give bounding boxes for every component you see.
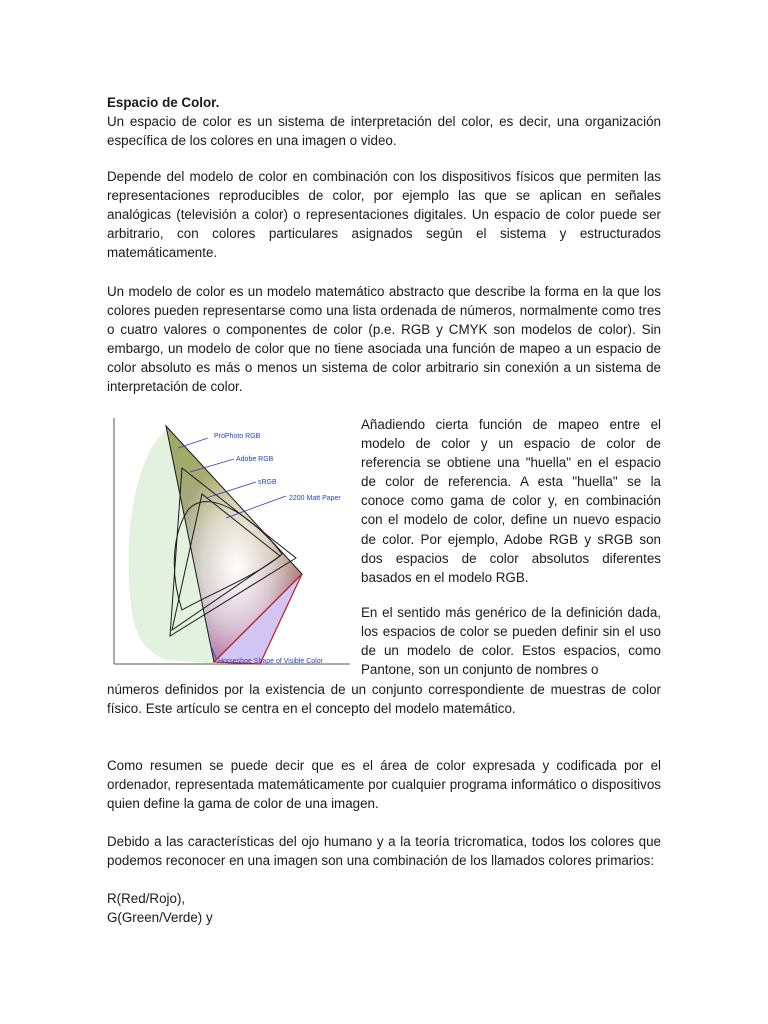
paragraph-4: Añadiendo cierta función de mapeo entre el modelo de color y un espacio de color de referencia se obtiene una "huella" en el espacio de color de referencia. A esta "huella" se la conoce como gama de color y, en combinación con el modelo de color, define un nuevo espacio de color. Por ejemplo, Adobe RGB y sRGB son dos espacios de color absolutos diferentes basados en el modelo RGB. <box>361 417 661 585</box>
primary-colors-list <box>107 889 661 927</box>
paragraph-3: Un modelo de color es un modelo matemático abstracto que describe la forma en la que los colores pueden representarse como una lista ordenada de números, normalmente como tres o cuatro valores o componentes de color (p.e. RGB y CMYK son modelos de color). Sin embargo, un modelo de color que no tiene asociada una función de mapeo a un espacio de color absoluto es más o menos un sistema de color arbitrario sin conexión a un sistema de interpretación de color. <box>107 284 661 395</box>
paragraph-1: Un espacio de color es un sistema de interpretación del color, es decir, una organización específica de los colores en una imagen o video. <box>107 114 661 149</box>
section-title: Espacio de Color. <box>107 95 220 110</box>
label-horseshoe: Horseshoe Shape of Visible Color <box>218 658 323 665</box>
paragraph-6: Como resumen se puede decir que es el área de color expresada y codificada por el ordenador, representada matemáticamente por cualquier programa informático o dispositivos quien define la gama de color de una imagen. <box>107 758 661 812</box>
label-adobe-rgb: Adobe RGB <box>236 456 274 463</box>
paragraph-7: Debido a las características del ojo humano y a la teoría tricromatica, todos los colores que podemos reconocer en una imagen son una combinación de los llamados colores primarios: <box>107 834 661 869</box>
cie-gamut-diagram <box>110 414 354 670</box>
label-srgb: sRGB <box>258 479 277 486</box>
paragraph-5-top: En el sentido más genérico de la definición dada, los espacios de color se pueden definir sin el uso de un modelo de color. Estos espacios, como Pantone, son un conjunto de nombres o <box>361 605 661 678</box>
label-matt-paper: 2200 Matt Paper <box>289 495 341 502</box>
paragraph-5-bottom: números definidos por la existencia de un conjunto correspondiente de muestras de color físico. Este artículo se centra en el concepto del modelo matemático. <box>107 682 661 717</box>
list-item: R(Red/Rojo), <box>107 891 186 906</box>
paragraph-2: Depende del modelo de color en combinación con los dispositivos físicos que permiten las representaciones reproducibles de color, por ejemplo las que se aplican en señales analógicas (televisión a color) o representaciones digitales. Un espacio de color puede ser arbitrario, con colores particulares asignados según el sistema y estructurados matemáticamente. <box>107 169 661 261</box>
color-gamut-figure <box>110 414 354 670</box>
intro-paragraph <box>107 93 661 150</box>
label-prophoto: ProPhoto RGB <box>214 433 261 440</box>
list-item: G(Green/Verde) y <box>107 910 213 926</box>
